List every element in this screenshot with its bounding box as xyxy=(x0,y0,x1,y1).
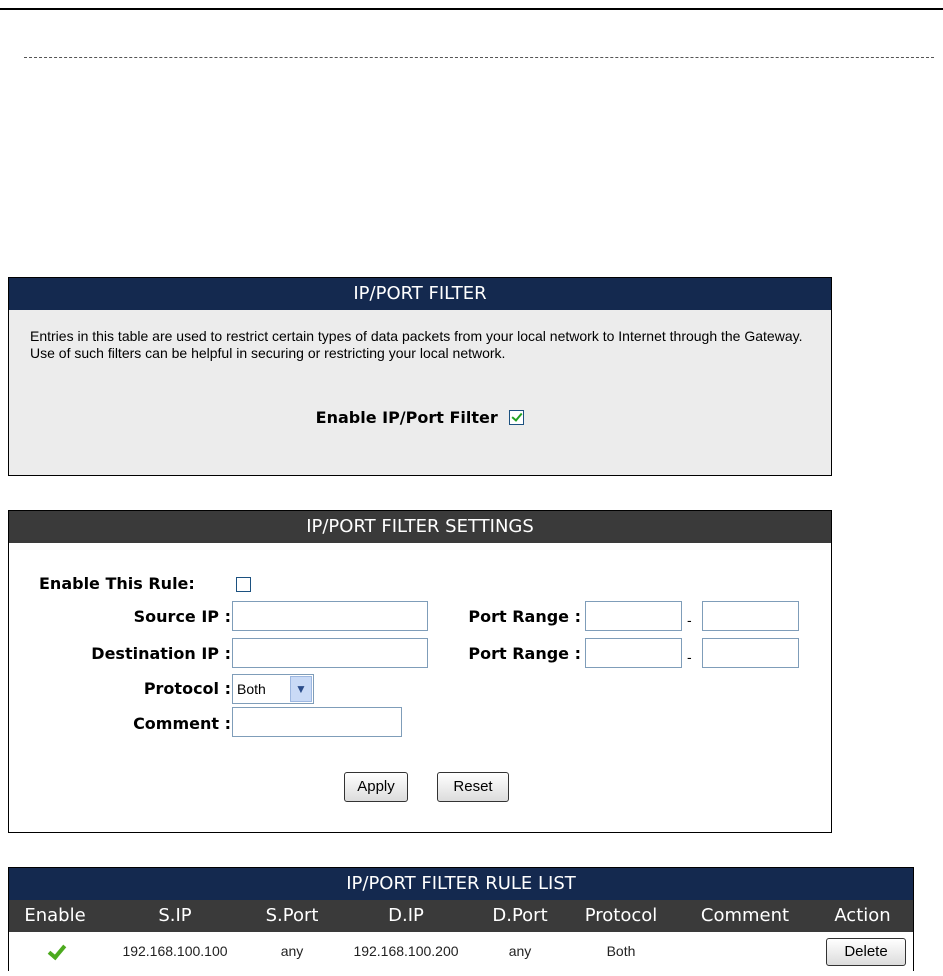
destination-port-range-label: Port Range : xyxy=(468,644,581,663)
rule-enable-cell xyxy=(9,932,101,971)
ip-port-filter-panel xyxy=(8,277,832,476)
ip-port-filter-rule-list-panel xyxy=(8,867,914,971)
apply-button[interactable]: Apply xyxy=(344,772,408,802)
panel-title: IP/PORT FILTER xyxy=(9,278,831,310)
destination-ip-input[interactable] xyxy=(232,638,428,668)
column-header-dip: D.IP xyxy=(388,905,424,926)
protocol-selected-value: Both xyxy=(237,681,266,697)
source-ip-input[interactable] xyxy=(232,601,428,631)
protocol-select[interactable] xyxy=(232,674,314,704)
enable-rule-checkbox[interactable] xyxy=(236,577,251,592)
destination-port-to-input[interactable] xyxy=(702,638,799,668)
table-row xyxy=(9,932,913,971)
enable-rule-label: Enable This Rule: xyxy=(39,574,195,593)
green-check-icon xyxy=(45,942,65,962)
rule-protocol: Both xyxy=(606,943,636,959)
source-port-range-label: Port Range : xyxy=(468,607,581,626)
column-header-sport: S.Port xyxy=(265,905,319,926)
source-port-to-input[interactable] xyxy=(702,601,799,631)
rule-destination-port: any xyxy=(508,943,532,959)
column-header-sip: S.IP xyxy=(158,905,192,926)
table-header-row xyxy=(9,900,913,932)
panel-title: IP/PORT FILTER RULE LIST xyxy=(9,868,913,900)
enable-filter-checkbox[interactable] xyxy=(509,410,524,425)
rule-source-ip: 192.168.100.100 xyxy=(122,943,228,959)
rule-source-port: any xyxy=(280,943,304,959)
reset-button[interactable]: Reset xyxy=(437,772,509,802)
destination-ip-label: Destination IP : xyxy=(91,644,231,663)
rule-destination-ip: 192.168.100.200 xyxy=(353,943,459,959)
rule-comment xyxy=(679,932,811,971)
range-separator: - xyxy=(687,612,692,628)
range-separator: - xyxy=(687,649,692,665)
column-header-dport: D.Port xyxy=(492,905,548,926)
top-divider xyxy=(0,8,943,10)
enable-filter-row xyxy=(9,408,831,427)
ip-port-filter-settings-panel xyxy=(8,510,832,833)
filter-description: Entries in this table are used to restrict certain types of data packets from your local network to Internet through the Gateway. Use of such filters can be helpful in securing or restricting your local network. xyxy=(30,328,803,361)
comment-input[interactable] xyxy=(232,707,402,737)
source-ip-label: Source IP : xyxy=(133,607,231,626)
panel-title: IP/PORT FILTER SETTINGS xyxy=(9,511,831,543)
column-header-enable: Enable xyxy=(24,905,86,926)
source-port-from-input[interactable] xyxy=(585,601,682,631)
column-header-comment: Comment xyxy=(700,905,790,926)
chevron-down-icon[interactable]: ▼ xyxy=(290,676,312,702)
comment-label: Comment : xyxy=(133,714,231,733)
delete-rule-button[interactable]: Delete xyxy=(826,938,906,966)
column-header-action: Action xyxy=(834,905,891,926)
column-header-protocol: Protocol xyxy=(584,905,658,926)
protocol-label: Protocol : xyxy=(143,679,231,698)
enable-filter-label: Enable IP/Port Filter xyxy=(315,408,498,427)
dashed-divider xyxy=(24,57,934,58)
destination-port-from-input[interactable] xyxy=(585,638,682,668)
